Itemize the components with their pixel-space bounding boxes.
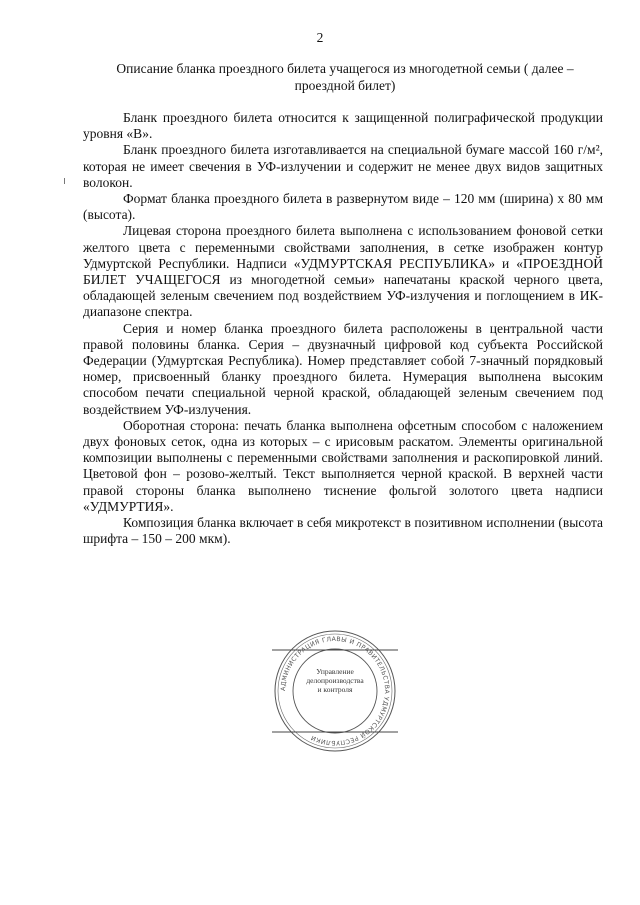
stamp-line: Управление [316,667,354,676]
document-title: Описание бланка проездного билета учащегося из многодетной семьи ( далее – проездной билет) [116,61,574,93]
paragraph-microtext: Композиция бланка включает в себя микротекст в позитивном исполнении (высота шрифта – 150 – 200 мкм). [83,515,603,547]
margin-mark [64,178,65,184]
stamp-ring-text: АДМИНИСТРАЦИЯ ГЛАВЫ И ПРАВИТЕЛЬСТВА УДМУРТСКОЙ РЕСПУБЛИКИ [279,635,391,747]
document-body [83,110,603,547]
stamp-line: и контроля [317,685,353,694]
paragraph-series-number: Серия и номер бланка проездного билета расположены в центральной части правой половины бланка. Серия – двузначный цифровой код субъекта Российской Федерации (Удмуртская Республика). Номер представляет собой 7-значный порядковый номер, присвоенный бланку проездного билета. Нумерация выполнена высоким способом печати специальной черной краской, обладающей зеленым свечением под воздействием УФ-излучения. [83,320,603,417]
paragraph-format: Формат бланка проездного билета в развернутом виде – 120 мм (ширина) х 80 мм (высота). [83,191,603,223]
paragraph-paper: Бланк проездного билета изготавливается на специальной бумаге массой 160 г/м², которая не имеет свечения в УФ-излучении и содержит не менее двух видов защитных волокон. [83,142,603,190]
page-number: 2 [316,30,324,45]
paragraph-back-side: Оборотная сторона: печать бланка выполнена офсетным способом с наложением двух фоновых сеток, одна из которых – с ирисовым раскатом. Элементы оригинальной композиции выполнены с переменными свойствами заполнения и раскопировкой линий. Цветовой фон – розово-желтый. Текст выполняется черной краской. В верхней части правой стороны бланка выполнено тиснение фольгой золотого цвета надписи «УДМУРТИЯ». [83,417,603,514]
paragraph-front-side: Лицевая сторона проездного билета выполнена с использованием фоновой сетки желтого цвета с переменными свойствами заполнения, в сетке изображен контур Удмуртской Республики. Надписи «УДМУРТСКАЯ РЕСПУБЛИКА» и «ПРОЕЗДНОЙ БИЛЕТ УЧАЩЕГОСЯ из многодетной семьи» напечатаны краской черного цвета, обладающей зеленым свечением под воздействием УФ-излучения и поглощением в ИК-диапазоне спектра. [83,223,603,320]
stamp-center-text [300,667,370,694]
paragraph-protection-level: Бланк проездного билета относится к защищенной полиграфической продукции уровня «В». [83,110,603,142]
stamp-line: делопроизводства [306,676,364,685]
